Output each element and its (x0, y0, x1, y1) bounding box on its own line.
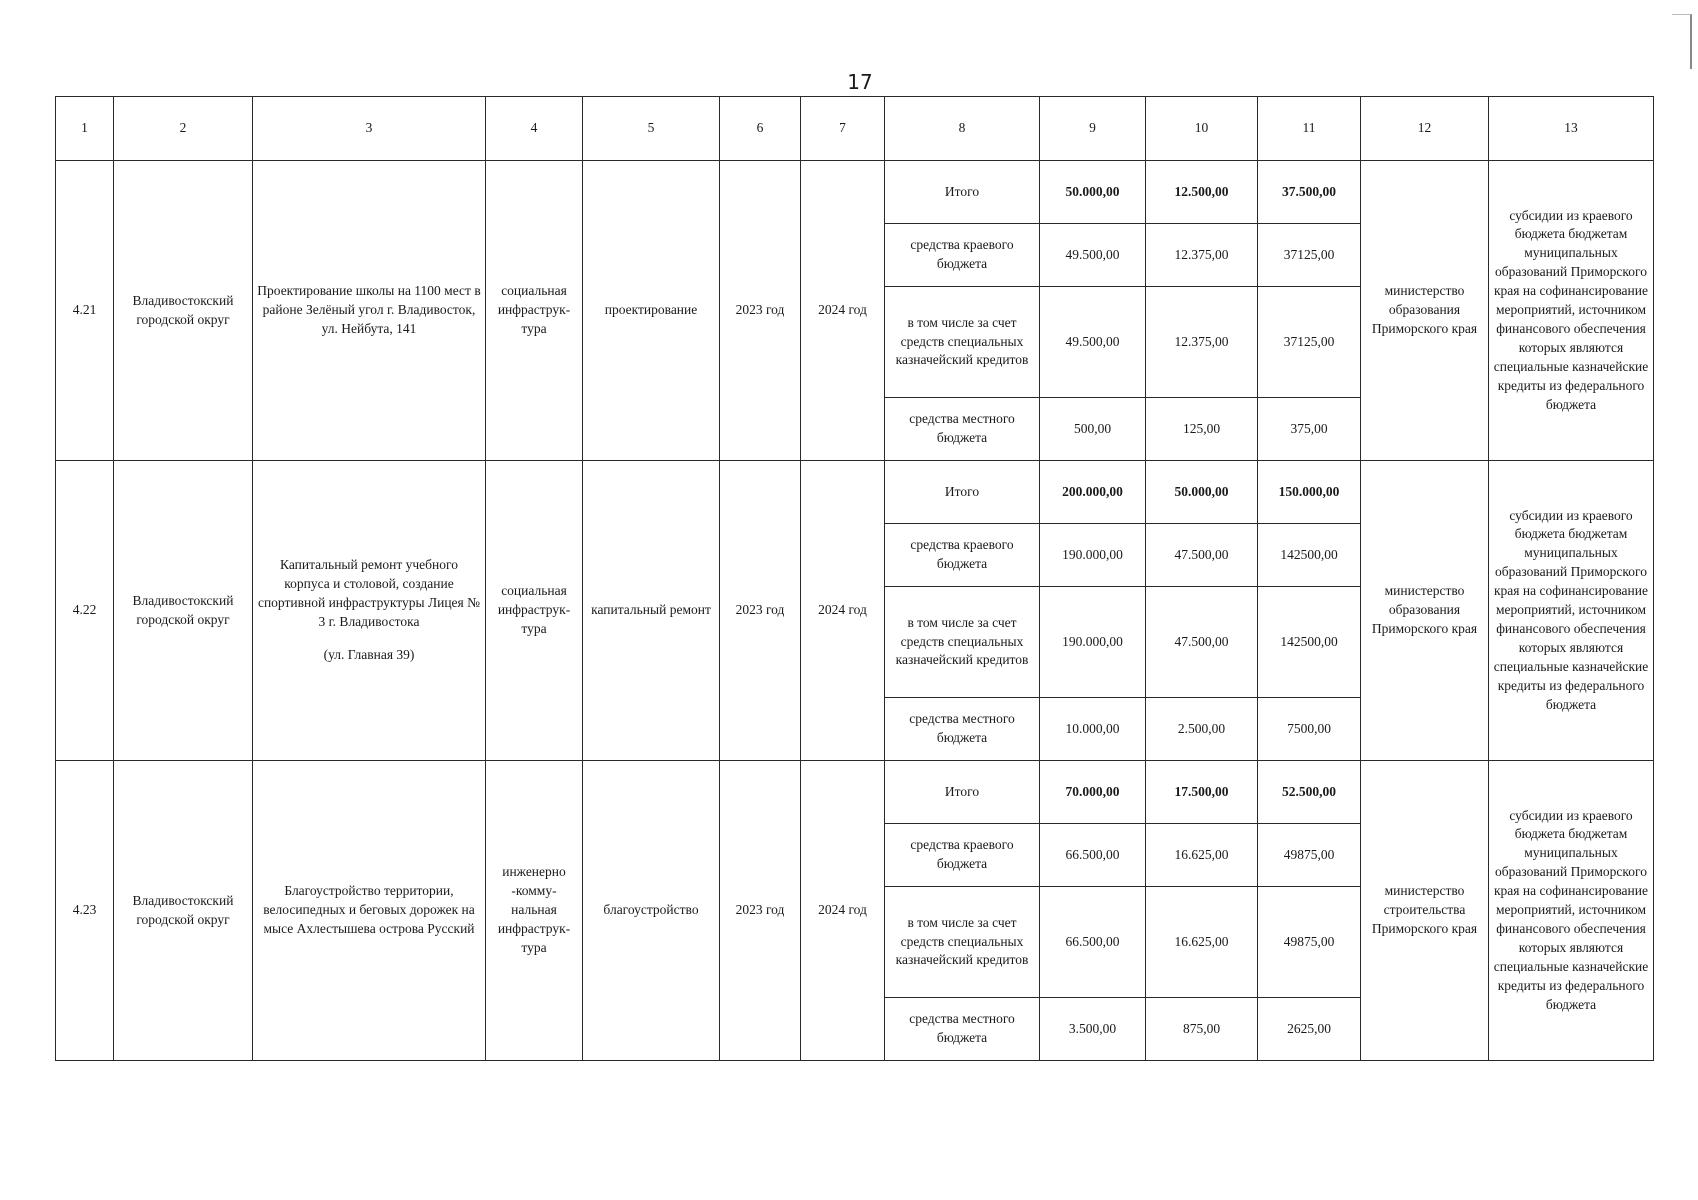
funding-2024: 142500,00 (1258, 524, 1361, 587)
object-name (253, 461, 486, 761)
column-header: 9 (1040, 97, 1146, 161)
funding-2023: 16.625,00 (1146, 887, 1258, 998)
funding-2024: 49875,00 (1258, 824, 1361, 887)
funding-source: средства краевого бюджета (885, 524, 1040, 587)
column-header: 4 (486, 97, 583, 161)
funding-note: субсидии из краевого бюджета бюджетам муниципальных образований Приморского края на софинансирование мероприятий, источником финансового обеспечения которых являются специальные казначейские кредиты из федерального бюджета (1489, 461, 1654, 761)
funding-source: в том числе за счет средств специальных казначейский кредитов (885, 287, 1040, 398)
funding-total: 50.000,00 (1040, 161, 1146, 224)
end-year: 2024 год (801, 761, 885, 1061)
funding-source: средства краевого бюджета (885, 224, 1040, 287)
object-address: (ул. Главная 39) (323, 646, 415, 662)
object-name (253, 161, 486, 461)
funding-2023: 47.500,00 (1146, 587, 1258, 698)
item-number: 4.22 (56, 461, 114, 761)
infrastructure-category: инженерно -комму-нальная инфраструк-тура (486, 761, 583, 1061)
funding-source: средства краевого бюджета (885, 824, 1040, 887)
funding-2023: 17.500,00 (1146, 761, 1258, 824)
start-year: 2023 год (720, 461, 801, 761)
funding-source: средства местного бюджета (885, 398, 1040, 461)
funding-total: 66.500,00 (1040, 824, 1146, 887)
object-name-line: Благоустройство территории, велосипедных и беговых дорожек на мысе Ахлестышева острова Русский (263, 883, 475, 936)
municipality: Владивостокский городской округ (114, 161, 253, 461)
funding-2023: 875,00 (1146, 998, 1258, 1061)
column-number-row (56, 97, 1654, 161)
responsible-ministry: министерство строительства Приморского края (1361, 761, 1489, 1061)
funding-source: в том числе за счет средств специальных казначейский кредитов (885, 587, 1040, 698)
funding-2024: 375,00 (1258, 398, 1361, 461)
column-header: 5 (583, 97, 720, 161)
work-type: капитальный ремонт (583, 461, 720, 761)
responsible-ministry: министерство образования Приморского края (1361, 161, 1489, 461)
funding-total: 10.000,00 (1040, 698, 1146, 761)
infrastructure-category: социальная инфраструк-тура (486, 461, 583, 761)
funding-2024: 7500,00 (1258, 698, 1361, 761)
object-name-line: Капитальный ремонт учебного корпуса и столовой, создание спортивной инфраструктуры Лицея № 3 г. Владивостока (257, 557, 481, 629)
funding-2024: 49875,00 (1258, 887, 1361, 998)
funding-source: в том числе за счет средств специальных казначейский кредитов (885, 887, 1040, 998)
funding-2023: 16.625,00 (1146, 824, 1258, 887)
funding-note: субсидии из краевого бюджета бюджетам муниципальных образований Приморского края на софинансирование мероприятий, источником финансового обеспечения которых являются специальные казначейские кредиты из федерального бюджета (1489, 761, 1654, 1061)
item-number: 4.23 (56, 761, 114, 1061)
funding-source: средства местного бюджета (885, 698, 1040, 761)
funding-total: 49.500,00 (1040, 224, 1146, 287)
column-header: 2 (114, 97, 253, 161)
infrastructure-category: социальная инфраструк-тура (486, 161, 583, 461)
funding-2023: 12.500,00 (1146, 161, 1258, 224)
object-name-line: Проектирование школы на 1100 мест в районе Зелёный угол г. Владивосток, ул. Нейбута, 141 (257, 283, 481, 336)
table-row (56, 161, 1654, 224)
funding-source: Итого (885, 761, 1040, 824)
funding-2024: 37125,00 (1258, 224, 1361, 287)
funding-note: субсидии из краевого бюджета бюджетам муниципальных образований Приморского края на софинансирование мероприятий, источником финансового обеспечения которых являются специальные казначейские кредиты из федерального бюджета (1489, 161, 1654, 461)
funding-total: 500,00 (1040, 398, 1146, 461)
start-year: 2023 год (720, 761, 801, 1061)
program-table (55, 96, 1654, 1061)
column-header: 7 (801, 97, 885, 161)
funding-total: 190.000,00 (1040, 587, 1146, 698)
funding-2023: 12.375,00 (1146, 287, 1258, 398)
funding-2024: 37.500,00 (1258, 161, 1361, 224)
page-number: 17 (847, 70, 873, 94)
item-number: 4.21 (56, 161, 114, 461)
table-row (56, 461, 1654, 524)
table-row (56, 761, 1654, 824)
funding-source: Итого (885, 461, 1040, 524)
column-header: 6 (720, 97, 801, 161)
column-header: 1 (56, 97, 114, 161)
column-header: 11 (1258, 97, 1361, 161)
object-name (253, 761, 486, 1061)
municipality: Владивостокский городской округ (114, 461, 253, 761)
funding-total: 70.000,00 (1040, 761, 1146, 824)
funding-2024: 37125,00 (1258, 287, 1361, 398)
work-type: благоустройство (583, 761, 720, 1061)
funding-total: 66.500,00 (1040, 887, 1146, 998)
column-header: 10 (1146, 97, 1258, 161)
funding-2023: 47.500,00 (1146, 524, 1258, 587)
responsible-ministry: министерство образования Приморского края (1361, 461, 1489, 761)
funding-2024: 2625,00 (1258, 998, 1361, 1061)
funding-2024: 150.000,00 (1258, 461, 1361, 524)
funding-2023: 50.000,00 (1146, 461, 1258, 524)
funding-2023: 12.375,00 (1146, 224, 1258, 287)
funding-2023: 125,00 (1146, 398, 1258, 461)
funding-total: 3.500,00 (1040, 998, 1146, 1061)
start-year: 2023 год (720, 161, 801, 461)
funding-2024: 52.500,00 (1258, 761, 1361, 824)
funding-total: 190.000,00 (1040, 524, 1146, 587)
funding-source: Итого (885, 161, 1040, 224)
funding-source: средства местного бюджета (885, 998, 1040, 1061)
end-year: 2024 год (801, 461, 885, 761)
column-header: 13 (1489, 97, 1654, 161)
column-header: 12 (1361, 97, 1489, 161)
scan-corner-mark (1672, 14, 1692, 69)
column-header: 8 (885, 97, 1040, 161)
column-header: 3 (253, 97, 486, 161)
municipality: Владивостокский городской округ (114, 761, 253, 1061)
work-type: проектирование (583, 161, 720, 461)
funding-total: 49.500,00 (1040, 287, 1146, 398)
funding-2023: 2.500,00 (1146, 698, 1258, 761)
funding-2024: 142500,00 (1258, 587, 1361, 698)
funding-total: 200.000,00 (1040, 461, 1146, 524)
end-year: 2024 год (801, 161, 885, 461)
